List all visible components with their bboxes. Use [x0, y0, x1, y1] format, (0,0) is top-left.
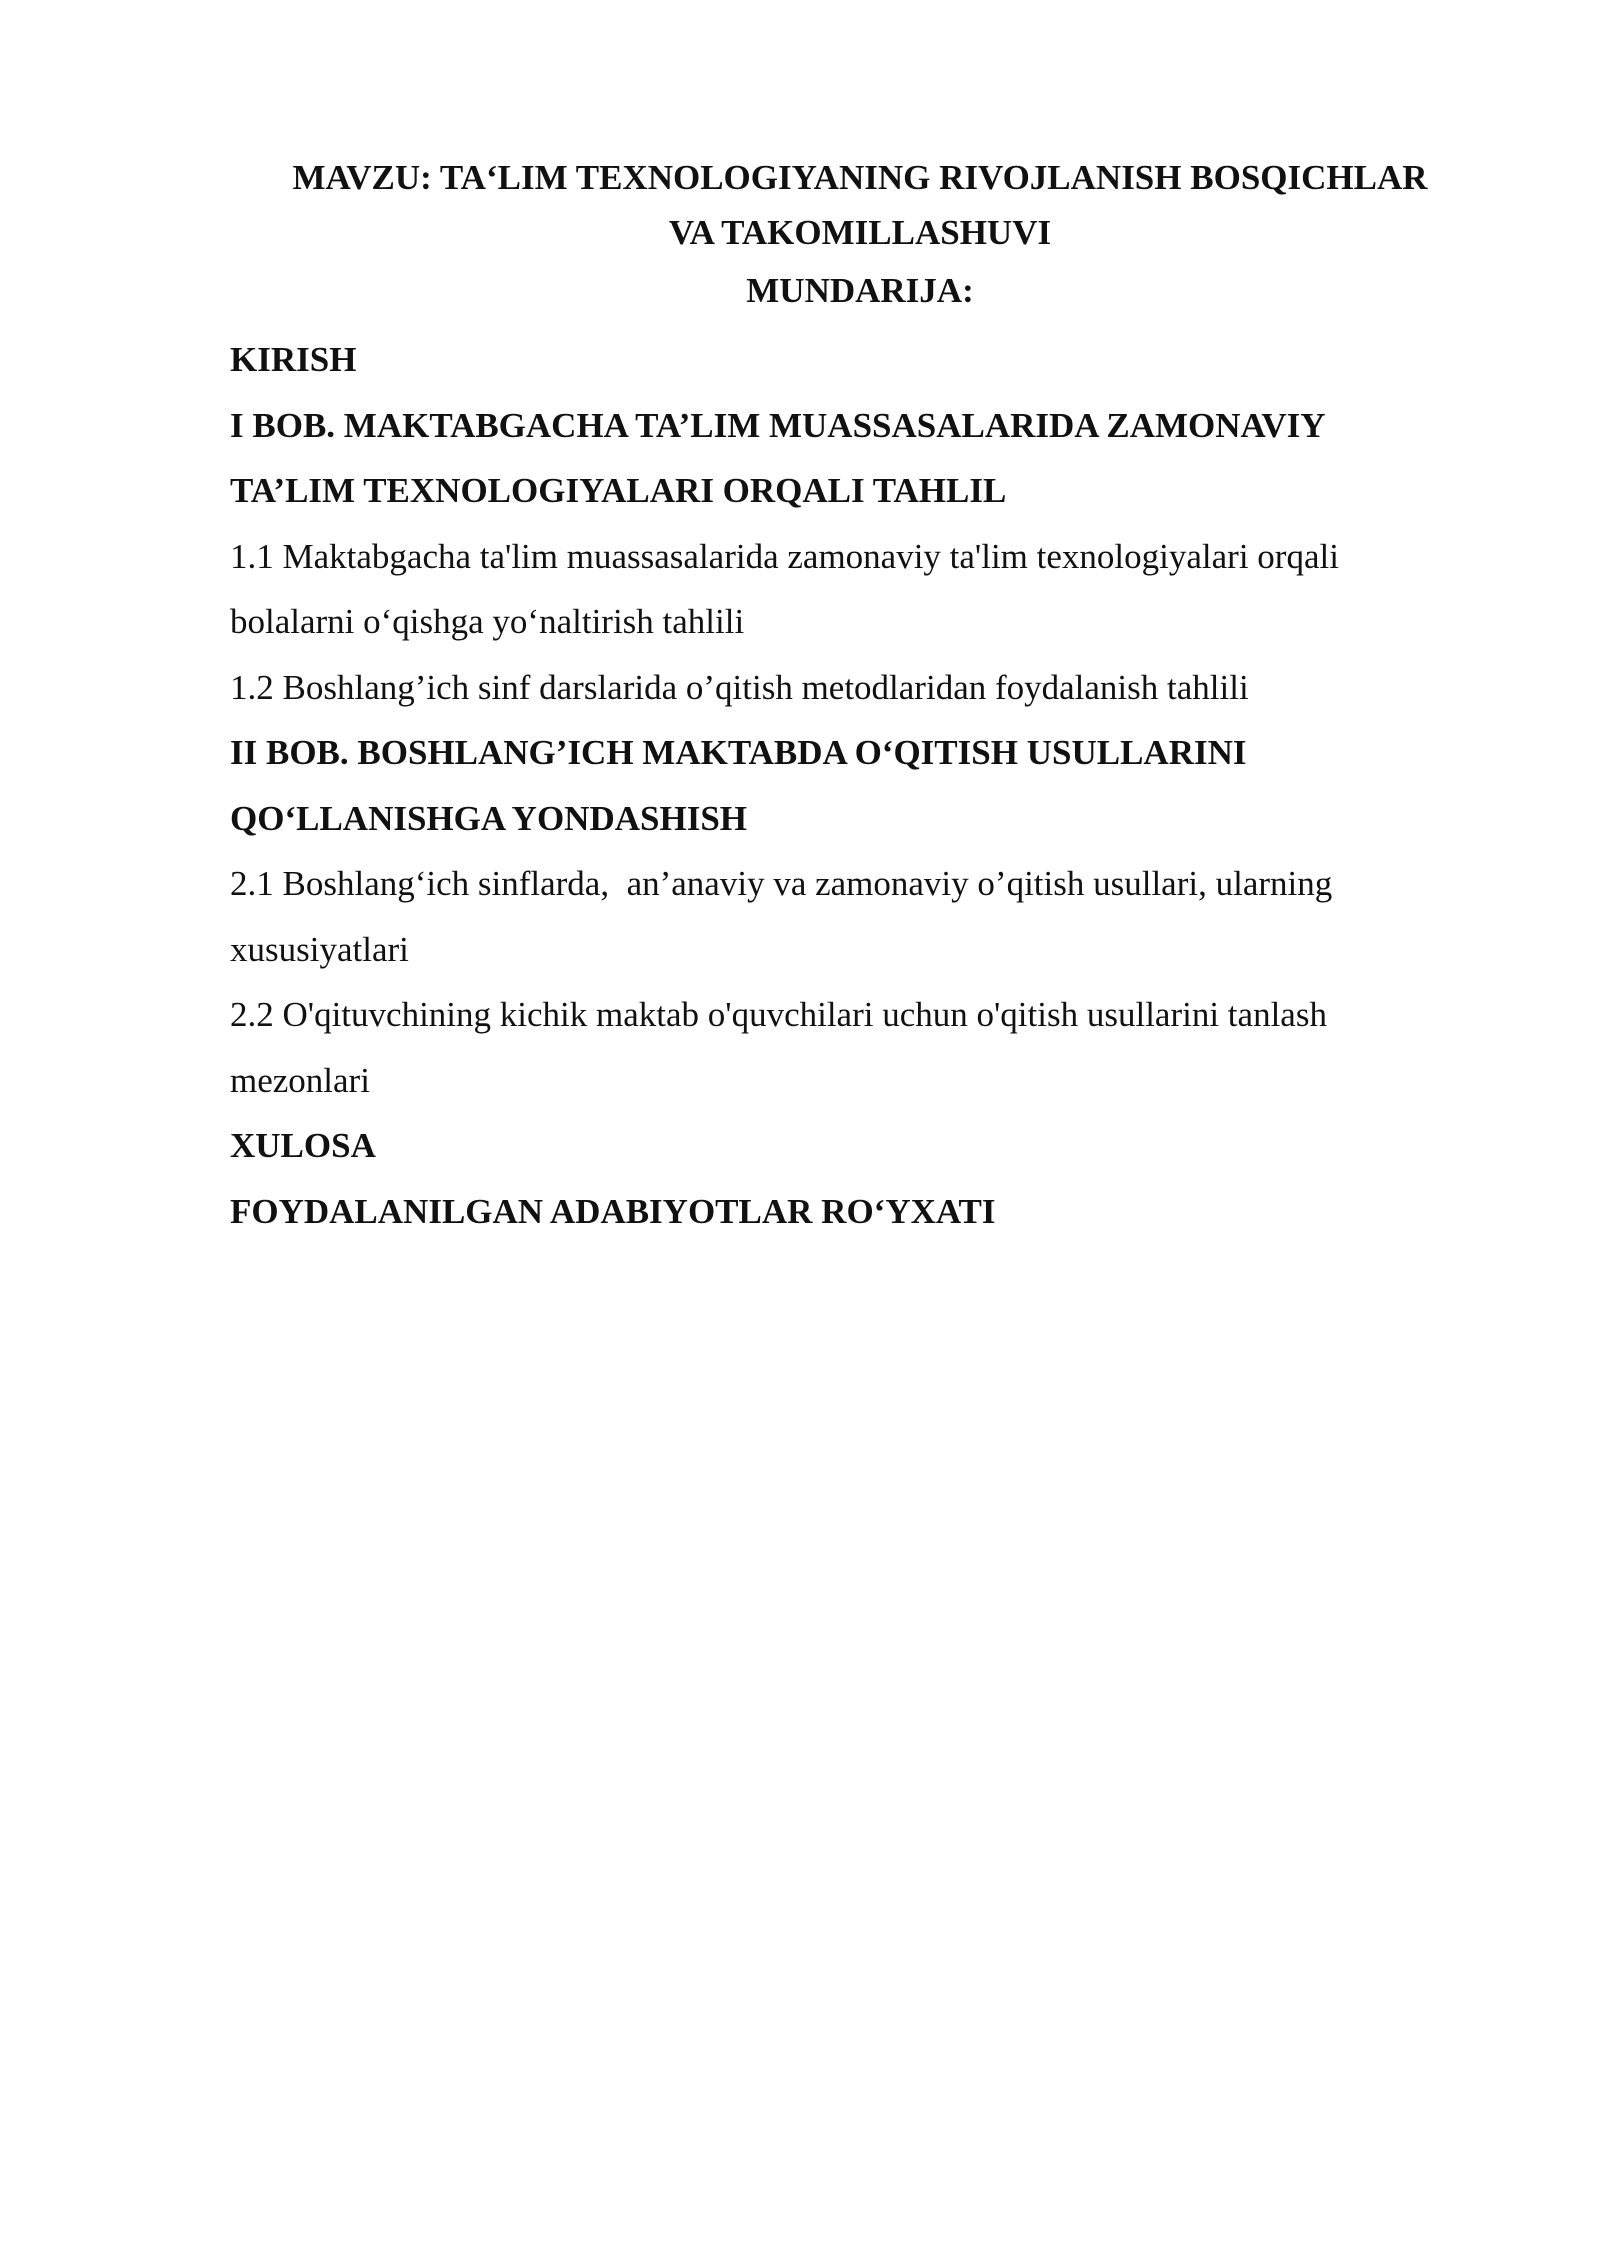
title-line-1: MAVZU: TA‘LIM TEXNOLOGIYANING RIVOJLANISH BOSQICHLAR — [292, 158, 1428, 197]
title-line-2: VA TAKOMILLASHUVI — [668, 213, 1052, 252]
toc-entry-chapter-1-line-2: TA’LIM TEXNOLOGIYALARI ORQALI TAHLIL — [230, 471, 1007, 510]
toc-entry-conclusion: XULOSA — [230, 1126, 376, 1165]
toc-entry-section-2-1-line-2: xususiyatlari — [230, 929, 409, 969]
toc-entry-section-2-2-line-1: 2.2 O'qituvchining kichik maktab o'quvchilari uchun o'qitish usullarini tanlash — [230, 995, 1327, 1034]
toc-heading: MUNDARIJA: — [746, 271, 974, 310]
toc-entry-section-1-1-line-1: 1.1 Maktabgacha ta'lim muassasalarida zamonaviy ta'lim texnologiyalari orqali — [230, 536, 1339, 576]
toc-entry-bibliography: FOYDALANILGAN ADABIYOTLAR RO‘YXATI — [230, 1191, 996, 1231]
table-of-contents — [230, 327, 1490, 1244]
toc-entry-chapter-2-line-1: II BOB. BOSHLANG’ICH MAKTABDA O‘QITISH USULLARINI — [230, 733, 1247, 772]
toc-entry-introduction: KIRISH — [230, 340, 357, 379]
toc-entry-section-2-2-line-2: mezonlari — [230, 1060, 370, 1100]
toc-entry-chapter-1-line-1: I BOB. MAKTABGACHA TA’LIM MUASSASALARIDA ZAMONAVIY — [230, 405, 1326, 445]
document-title — [230, 150, 1490, 260]
toc-entry-section-1-2: 1.2 Boshlang’ich sinf darslarida o’qitish metodlaridan foydalanish tahlili — [230, 667, 1249, 707]
toc-entry-chapter-2-line-2: QO‘LLANISHGA YONDASHISH — [230, 798, 748, 838]
toc-entry-section-1-1-line-2: bolalarni o‘qishga yo‘naltirish tahlili — [230, 602, 745, 641]
toc-entry-section-2-1-line-1: 2.1 Boshlang‘ich sinflarda, an’anaviy va zamonaviy o’qitish usullari, ularning — [230, 864, 1333, 903]
